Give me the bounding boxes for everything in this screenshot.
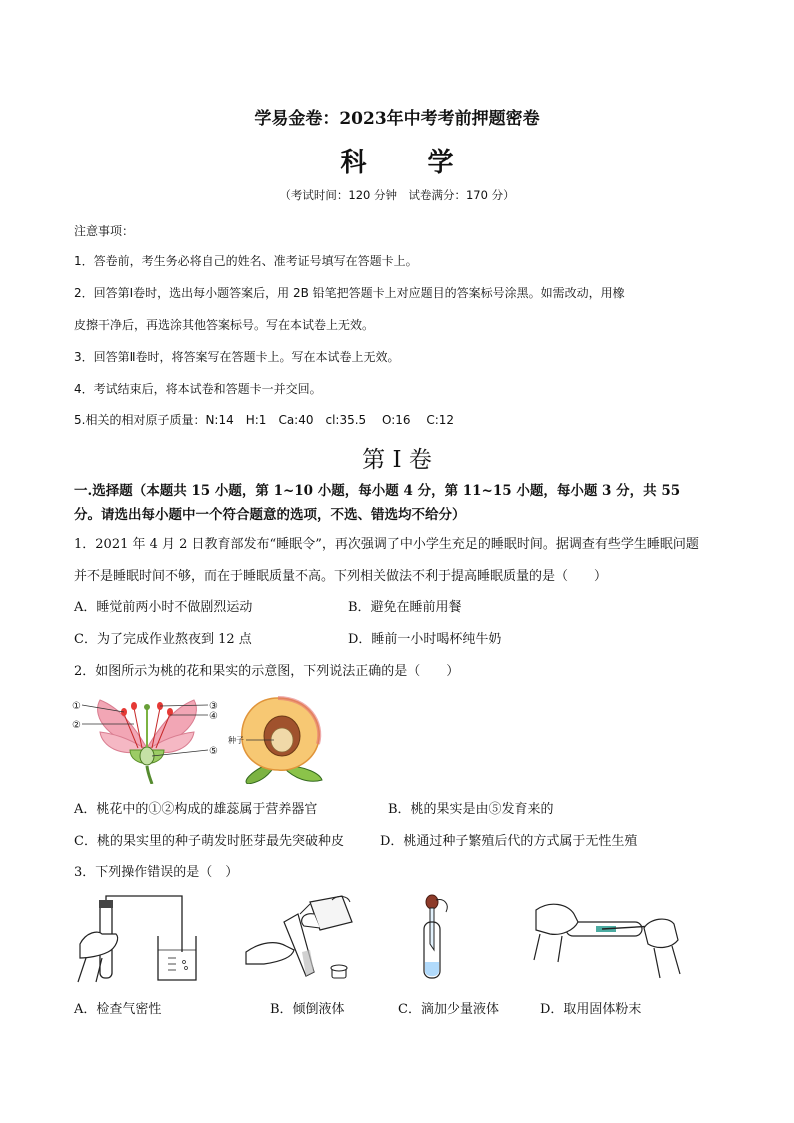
powder-sampling-illustration <box>532 900 682 980</box>
exam-info: （考试时间：120 分钟 试卷满分：170 分） <box>279 188 515 202</box>
q2-option-d: D．桃通过种子繁殖后代的方式属于无性生殖 <box>380 834 638 849</box>
section-heading-line2: 分。请选出每小题中一个符合题意的选项，不选、错选均不给分） <box>74 507 466 523</box>
paper-title: 学易金卷：2023年中考考前押题密卷 <box>254 109 540 129</box>
section-heading-line1: 一.选择题（本题共 15 小题，第 1~10 小题，每小题 4 分，第 11~15 小题，每小题 3 分，共 55 <box>74 483 681 499</box>
q1-option-a: A．睡觉前两小时不做剧烈运动 <box>74 600 253 615</box>
q1-option-d: D．睡前一小时喝杯纯牛奶 <box>348 632 502 647</box>
note-item: 4．考试结束后，将本试卷和答题卡一并交回。 <box>74 382 322 396</box>
q2-option-b: B．桃的果实是由⑤发育来的 <box>388 802 554 817</box>
seed-label: 种子 <box>228 736 244 745</box>
note-item: 皮擦干净后，再选涂其他答案标号。写在本试卷上无效。 <box>74 318 375 332</box>
airtightness-check-illustration <box>72 892 202 984</box>
q1-stem-line1: 1．2021 年 4 月 2 日教育部发布“睡眠令”，再次强调了中小学生充足的睡眠时间。据调查有些学生睡眠问题 <box>74 537 699 552</box>
q2-option-c: C．桃的果实里的种子萌发时胚芽最先突破种皮 <box>74 834 344 849</box>
q1-option-b: B．避免在睡前用餐 <box>348 600 462 615</box>
q1-option-c: C．为了完成作业熬夜到 12 点 <box>74 632 252 647</box>
note-item: 2．回答第Ⅰ卷时，选出每小题答案后，用 2B 铅笔把答题卡上对应题目的答案标号涂黑。如需改动，用橡 <box>74 286 625 300</box>
q3-option-a: A．检查气密性 <box>74 1002 162 1017</box>
q3-option-b: B．倾倒液体 <box>270 1002 345 1017</box>
dropper-illustration <box>414 892 454 984</box>
volume-title: 第 I 卷 <box>362 447 432 473</box>
q3-option-c: C．滴加少量液体 <box>398 1002 499 1017</box>
peach-fruit-diagram <box>228 692 328 784</box>
notes-heading: 注意事项： <box>74 224 135 238</box>
note-item: 3．回答第Ⅱ卷时，将答案写在答题卡上。写在本试卷上无效。 <box>74 350 400 364</box>
subject-title: 科 学 <box>340 148 480 178</box>
pour-liquid-illustration <box>244 892 362 984</box>
flower-label-2: ② <box>72 720 81 731</box>
note-item: 5.相关的相对原子质量：N:14 H:1 Ca:40 cl:35.5 O:16 C:12 <box>74 413 455 427</box>
q1-stem-line2: 并不是睡眠时间不够，而在于睡眠质量不高。下列相关做法不利于提高睡眠质量的是（ ） <box>74 569 608 584</box>
flower-label-1: ① <box>72 701 81 712</box>
q3-option-d: D．取用固体粉末 <box>540 1002 642 1017</box>
q2-stem: 2．如图所示为桃的花和果实的示意图，下列说法正确的是（ ） <box>74 664 460 679</box>
flower-label-3: ③ <box>209 701 218 712</box>
q2-option-a: A．桃花中的①②构成的雄蕊属于营养器官 <box>74 802 318 817</box>
q3-stem: 3．下列操作错误的是（ ） <box>74 865 239 880</box>
note-item: 1．答卷前，考生务必将自己的姓名、准考证号填写在答题卡上。 <box>74 254 418 268</box>
flower-label-4: ④ <box>209 711 218 722</box>
flower-label-5: ⑤ <box>209 746 218 757</box>
peach-flower-diagram <box>72 688 222 784</box>
